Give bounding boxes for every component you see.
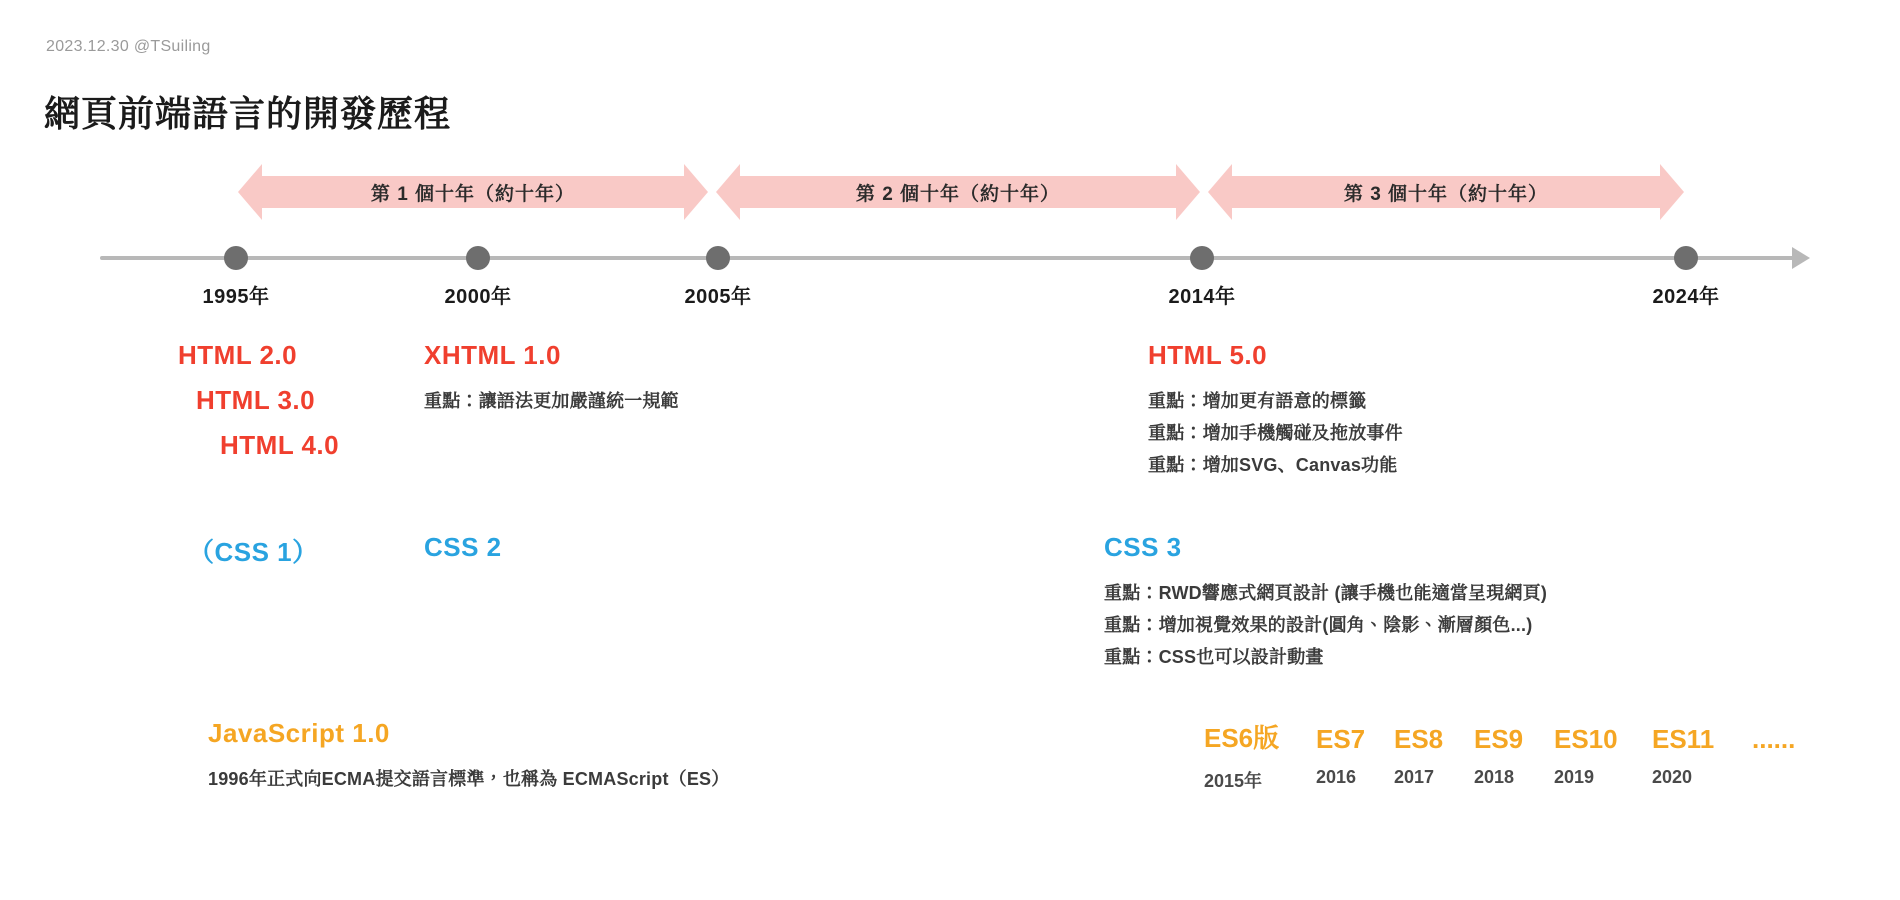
html-group-2014 bbox=[1148, 340, 1403, 481]
timeline-dot-2000 bbox=[466, 246, 490, 270]
es9-label: ES9 bbox=[1474, 724, 1524, 754]
css-1-label: （CSS 1） bbox=[188, 537, 319, 567]
es-ellipsis-label: ...... bbox=[1752, 724, 1796, 754]
timeline-year-2005: 2005年 bbox=[684, 286, 752, 308]
es10-label: ES10 bbox=[1554, 724, 1618, 754]
decade-2-arrow-right bbox=[1176, 164, 1200, 220]
es-year-2016: 2016 bbox=[1316, 767, 1357, 787]
timeline-axis bbox=[100, 256, 1800, 260]
css3-note-3: 重點：CSS也可以設計動畫 bbox=[1104, 647, 1324, 668]
timeline-dot-2024 bbox=[1674, 246, 1698, 270]
es-group bbox=[1204, 718, 1795, 793]
css-3-label: CSS 3 bbox=[1104, 532, 1182, 562]
xhtml-1-0-label: XHTML 1.0 bbox=[424, 340, 561, 370]
decade-2 bbox=[716, 164, 1200, 220]
html-4-0-label: HTML 4.0 bbox=[220, 430, 340, 460]
decade-1-arrow-left bbox=[238, 164, 262, 220]
css-2-label: CSS 2 bbox=[424, 532, 502, 562]
es-year-2015: 2015年 bbox=[1204, 771, 1263, 791]
css-group-2014 bbox=[1104, 532, 1547, 673]
javascript-note-1: 1996年正式向ECMA提交語言標準，也稱為 ECMAScript（ES） bbox=[208, 769, 730, 789]
timeline-axis-arrow-icon bbox=[1792, 247, 1810, 269]
js-group-1996 bbox=[208, 718, 729, 795]
es-year-2019: 2019 bbox=[1554, 767, 1595, 787]
decade-3-label: 第 3 個十年（約十年） bbox=[1343, 183, 1549, 205]
decade-1-label: 第 1 個十年（約十年） bbox=[370, 183, 576, 205]
decade-1-arrow-right bbox=[684, 164, 708, 220]
timeline-year-2000: 2000年 bbox=[444, 286, 512, 308]
es8-label: ES8 bbox=[1394, 724, 1444, 754]
decade-3 bbox=[1208, 164, 1684, 220]
page-title: 網頁前端語言的開發歷程 bbox=[44, 93, 452, 135]
html-group-2000 bbox=[424, 340, 679, 417]
es-year-2017: 2017 bbox=[1394, 767, 1435, 787]
es6-label: ES6版 bbox=[1204, 723, 1280, 753]
css3-note-1: 重點：RWD響應式網頁設計 (讓手機也能適當呈現網頁) bbox=[1104, 583, 1548, 603]
css3-note-2: 重點：增加視覺效果的設計(圓角、陰影、漸層顏色...) bbox=[1104, 615, 1533, 636]
timeline-dot-1995 bbox=[224, 246, 248, 270]
decade-3-arrow-left bbox=[1208, 164, 1232, 220]
timeline-year-2014: 2014年 bbox=[1168, 286, 1236, 308]
html-3-0-label: HTML 3.0 bbox=[196, 385, 316, 415]
html-5-0-label: HTML 5.0 bbox=[1148, 340, 1268, 370]
timeline-year-1995: 1995年 bbox=[202, 286, 270, 308]
xhtml-note-1: 重點：讓語法更加嚴謹統一規範 bbox=[424, 391, 679, 411]
html5-note-3: 重點：增加SVG、Canvas功能 bbox=[1148, 455, 1398, 476]
decade-2-label: 第 2 個十年（約十年） bbox=[855, 183, 1061, 205]
javascript-1-0-label: JavaScript 1.0 bbox=[208, 718, 390, 748]
es-year-row bbox=[1204, 767, 1795, 793]
timeline-dot-2014 bbox=[1190, 246, 1214, 270]
timeline-dot-2005 bbox=[706, 246, 730, 270]
es11-label: ES11 bbox=[1652, 724, 1715, 754]
meta-line: 2023.12.30 @TSuiling bbox=[46, 38, 211, 55]
css-group-1995 bbox=[188, 532, 319, 569]
decade-3-arrow-right bbox=[1660, 164, 1684, 220]
es7-label: ES7 bbox=[1316, 724, 1366, 754]
es-year-2020: 2020 bbox=[1652, 767, 1693, 787]
es-year-2018: 2018 bbox=[1474, 767, 1515, 787]
timeline-year-2024: 2024年 bbox=[1652, 286, 1720, 308]
html5-note-2: 重點：增加手機觸碰及拖放事件 bbox=[1148, 423, 1403, 444]
decade-1 bbox=[238, 164, 708, 220]
css-group-2000 bbox=[424, 532, 502, 563]
decade-2-arrow-left bbox=[716, 164, 740, 220]
html5-note-1: 重點：增加更有語意的標籤 bbox=[1148, 391, 1367, 411]
html-2-0-label: HTML 2.0 bbox=[178, 340, 298, 370]
es-version-row bbox=[1204, 718, 1795, 755]
html-group-1995 bbox=[178, 340, 339, 475]
